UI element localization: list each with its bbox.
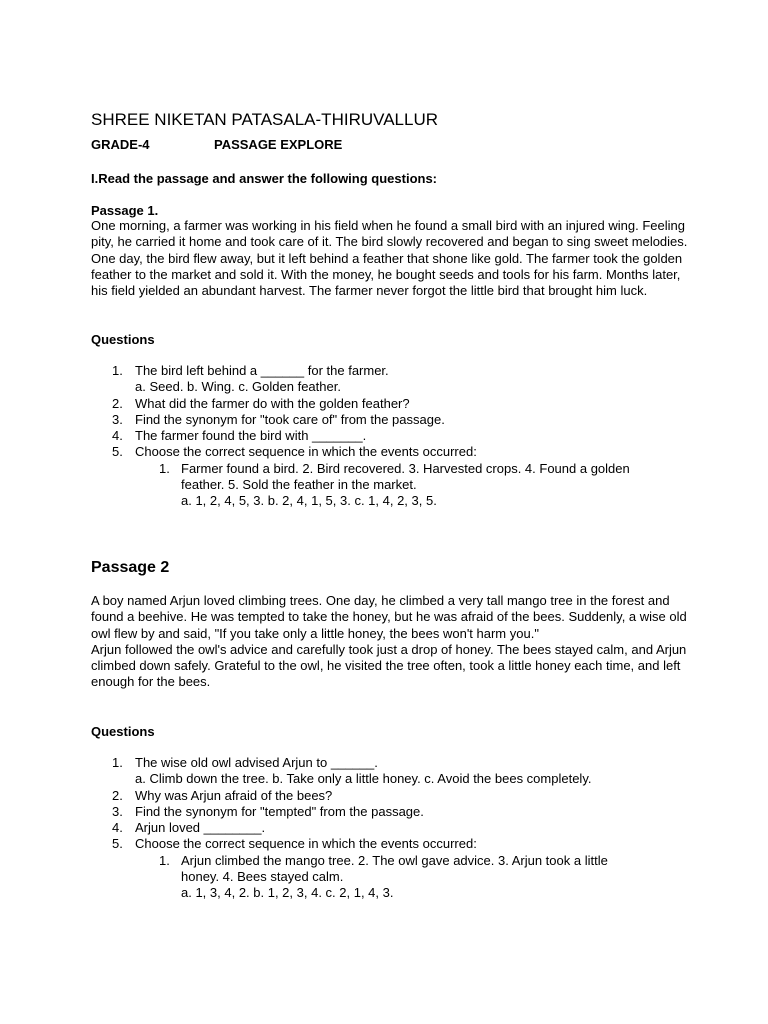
school-title: SHREE NIKETAN PATASALA-THIRUVALLUR: [91, 110, 438, 129]
question-number: 5.: [112, 836, 123, 852]
question-text: What did the farmer do with the golden feather?: [135, 395, 410, 411]
passage-1-text: One morning, a farmer was working in his field when he found a small bird with an injured wing. Feeling pity, he carried it home and took care of it. The bird slowly recovered and began to sing sweet melodies. One day, the bird flew away, but it left behind a feather that shone like gold. The farmer took the golden feather to the market and sold it. With the money, he bought seeds and tools for his farm. Months later, his field yielded an abundant harvest. The farmer never forgot the little bird that brought him luck.: [91, 218, 688, 299]
sequence-sub-item: [91, 461, 691, 510]
question-item: [91, 788, 691, 804]
question-text: Choose the correct sequence in which the events occurred:: [135, 444, 477, 460]
instruction-text: I.Read the passage and answer the following questions:: [91, 171, 438, 186]
question-text: Arjun loved ________.: [135, 820, 266, 836]
question-item: [91, 820, 691, 836]
passage-2-paragraph-1: A boy named Arjun loved climbing trees. One day, he climbed a very tall mango tree in the forest and found a beehive. He was tempted to take the honey, but he was afraid of the bees. Suddenly, a wise old owl flew by and said, "If you take only a little honey, the bees won't harm you.": [91, 593, 687, 641]
question-item: [91, 363, 691, 396]
sequence-events: Farmer found a bird. 2. Bird recovered. 3. Harvested crops. 4. Found a golden feather. 5. Sold the feather in the market.: [181, 460, 630, 493]
question-text: Choose the correct sequence in which the events occurred:: [135, 836, 477, 852]
passage-2-paragraph-2: Arjun followed the owl's advice and carefully took just a drop of honey. The bees stayed calm, and Arjun climbed down safely. Grateful to the owl, he visited the tree often, took a little honey each time, and left enough for the bees.: [91, 641, 687, 690]
question-item: [91, 755, 691, 788]
grade-line: [91, 136, 343, 154]
sequence-sub-item: [91, 853, 691, 902]
question-number: 3.: [112, 803, 123, 819]
passage-1-question-list: [91, 363, 691, 510]
question-number: 1.: [112, 363, 123, 378]
question-number: 3.: [112, 411, 123, 427]
question-number: 1.: [112, 755, 123, 770]
answer-options: a. Climb down the tree. b. Take only a little honey. c. Avoid the bees completely.: [135, 771, 592, 787]
sequence-options: a. 1, 2, 4, 5, 3. b. 2, 4, 1, 5, 3. c. 1, 4, 2, 3, 5.: [181, 493, 437, 509]
passage-2-heading: Passage 2: [91, 559, 170, 576]
sub-item-number: 1.: [159, 852, 170, 868]
question-text: The farmer found the bird with _______.: [135, 428, 367, 444]
passage-2-question-list: [91, 755, 691, 902]
question-item: [91, 428, 691, 444]
question-number: 2.: [112, 395, 123, 411]
question-number: 4.: [112, 820, 123, 836]
answer-options: a. Seed. b. Wing. c. Golden feather.: [135, 379, 341, 395]
grade-label: GRADE-4: [91, 137, 150, 152]
question-text: The bird left behind a ______ for the farmer.: [135, 363, 389, 378]
topic-label: PASSAGE EXPLORE: [214, 137, 343, 152]
passage-1-questions-heading: Questions: [91, 332, 155, 347]
sub-item-number: 1.: [159, 460, 170, 476]
question-text: The wise old owl advised Arjun to ______.: [135, 755, 378, 770]
sequence-options: a. 1, 3, 4, 2. b. 1, 2, 3, 4. c. 2, 1, 4, 3.: [181, 885, 394, 901]
passage-2-text: [91, 593, 691, 691]
question-text: Find the synonym for "took care of" from the passage.: [135, 411, 445, 427]
sequence-events: Arjun climbed the mango tree. 2. The owl gave advice. 3. Arjun took a little honey. 4. Bees stayed calm.: [181, 852, 608, 885]
question-item: [91, 412, 691, 428]
question-number: 2.: [112, 787, 123, 803]
question-number: 4.: [112, 428, 123, 444]
question-text: Why was Arjun afraid of the bees?: [135, 787, 333, 803]
question-item: [91, 804, 691, 820]
question-text: Find the synonym for "tempted" from the passage.: [135, 803, 424, 819]
passage-2-questions-heading: Questions: [91, 724, 155, 739]
passage-1-heading: Passage 1.: [91, 203, 159, 218]
question-item: [91, 396, 691, 412]
question-number: 5.: [112, 444, 123, 460]
question-item: [91, 836, 691, 852]
question-item: [91, 444, 691, 460]
